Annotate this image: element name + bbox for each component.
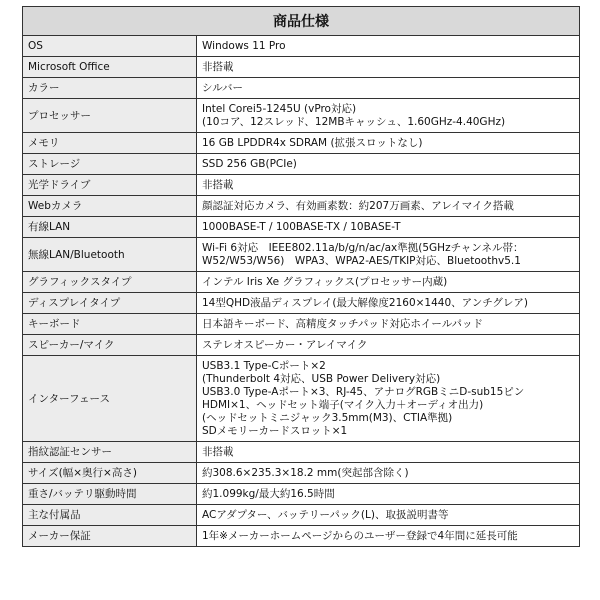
spec-table-body xyxy=(23,36,580,547)
spec-value-line: 非搭載 xyxy=(202,179,234,191)
spec-label: グラフィックスタイプ xyxy=(23,272,197,293)
table-row xyxy=(23,154,580,175)
spec-value xyxy=(197,133,580,154)
spec-value-line: 日本語キーボード、高精度タッチパッド対応ホイールパッド xyxy=(202,318,483,330)
spec-value xyxy=(197,175,580,196)
spec-value xyxy=(197,335,580,356)
spec-value xyxy=(197,442,580,463)
spec-value xyxy=(197,272,580,293)
spec-value xyxy=(197,505,580,526)
spec-value xyxy=(197,526,580,547)
spec-value xyxy=(197,36,580,57)
spec-value-line: W52/W53/W56) WPA3、WPA2-AES/TKIP対応、Bluetoothv5.1 xyxy=(202,255,521,267)
spec-value xyxy=(197,356,580,442)
spec-value-line: (Thunderbolt 4対応、USB Power Delivery対応) xyxy=(202,373,441,385)
spec-sheet xyxy=(22,6,580,547)
spec-value-line: 非搭載 xyxy=(202,446,234,458)
spec-value-line: ACアダプター、バッテリーパック(L)、取扱説明書等 xyxy=(202,509,449,521)
spec-label: ストレージ xyxy=(23,154,197,175)
spec-value-line: 約308.6×235.3×18.2 mm(突起部含除く) xyxy=(202,467,409,479)
spec-value-line: USB3.0 Type-Aポート×3、RJ-45、アナログRGBミニD-sub15ピン xyxy=(202,386,525,398)
spec-value xyxy=(197,238,580,272)
table-row xyxy=(23,442,580,463)
spec-value xyxy=(197,314,580,335)
spec-label: インターフェース xyxy=(23,356,197,442)
table-row xyxy=(23,133,580,154)
spec-value-line: 16 GB LPDDR4x SDRAM (拡張スロットなし) xyxy=(202,137,423,149)
spec-value-line: USB3.1 Type-Cポート×2 xyxy=(202,360,326,372)
spec-value-line: 約1.099kg/最大約16.5時間 xyxy=(202,488,335,500)
spec-label: Webカメラ xyxy=(23,196,197,217)
spec-value-line: 1000BASE-T / 100BASE-TX / 10BASE-T xyxy=(202,221,401,233)
spec-label: ディスプレイタイプ xyxy=(23,293,197,314)
spec-label: 重さ/バッテリ駆動時間 xyxy=(23,484,197,505)
table-row xyxy=(23,36,580,57)
spec-value xyxy=(197,154,580,175)
table-row xyxy=(23,217,580,238)
spec-value-line: シルバー xyxy=(202,82,244,94)
spec-label: 無線LAN/Bluetooth xyxy=(23,238,197,272)
table-row xyxy=(23,463,580,484)
table-row xyxy=(23,78,580,99)
spec-value xyxy=(197,217,580,238)
spec-label: 指紋認証センサー xyxy=(23,442,197,463)
spec-label: 有線LAN xyxy=(23,217,197,238)
table-row xyxy=(23,272,580,293)
spec-value-line: 顔認証対応カメラ、有効画素数：約207万画素、アレイマイク搭載 xyxy=(202,200,514,212)
table-row xyxy=(23,505,580,526)
table-row xyxy=(23,293,580,314)
table-row xyxy=(23,314,580,335)
spec-value-line: SSD 256 GB(PCIe) xyxy=(202,158,297,170)
spec-value xyxy=(197,196,580,217)
spec-label: 光学ドライブ xyxy=(23,175,197,196)
spec-label: メーカー保証 xyxy=(23,526,197,547)
spec-label: サイズ(幅×奥行×高さ) xyxy=(23,463,197,484)
spec-table xyxy=(22,6,580,547)
spec-label: キーボード xyxy=(23,314,197,335)
spec-value xyxy=(197,99,580,133)
spec-label: 主な付属品 xyxy=(23,505,197,526)
spec-value-line: HDMI×1、ヘッドセット端子(マイク入力＋オーディオ出力) xyxy=(202,399,484,411)
spec-value xyxy=(197,463,580,484)
spec-value-line: Intel Corei5-1245U (vPro対応) xyxy=(202,103,357,115)
spec-label: スピーカー/マイク xyxy=(23,335,197,356)
spec-value-line: (10コア、12スレッド、12MBキャッシュ、1.60GHz-4.40GHz) xyxy=(202,116,506,128)
spec-value-line: SDメモリーカードスロット×1 xyxy=(202,425,348,437)
spec-label: メモリ xyxy=(23,133,197,154)
table-row xyxy=(23,57,580,78)
spec-value-line: 非搭載 xyxy=(202,61,234,73)
spec-value xyxy=(197,484,580,505)
spec-label: Microsoft Office xyxy=(23,57,197,78)
spec-value xyxy=(197,78,580,99)
spec-label: カラー xyxy=(23,78,197,99)
spec-value xyxy=(197,57,580,78)
table-row xyxy=(23,526,580,547)
spec-value-line: インテル Iris Xe グラフィックス(プロセッサー内蔵) xyxy=(202,276,448,288)
spec-value-line: 1年※メーカーホームページからのユーザー登録で4年間に延長可能 xyxy=(202,530,518,542)
spec-value xyxy=(197,293,580,314)
table-header-row xyxy=(23,7,580,36)
spec-value-line: (ヘッドセットミニジャック3.5mm(M3)、CTIA準拠) xyxy=(202,412,453,424)
spec-value-line: Wi-Fi 6対応 IEEE802.11a/b/g/n/ac/ax準拠(5GHzチャンネル帯： xyxy=(202,242,524,254)
table-row xyxy=(23,356,580,442)
spec-value-line: 14型QHD液晶ディスプレイ(最大解像度2160×1440、アンチグレア) xyxy=(202,297,528,309)
table-row xyxy=(23,175,580,196)
spec-label: OS xyxy=(23,36,197,57)
spec-label: プロセッサー xyxy=(23,99,197,133)
spec-value-line: Windows 11 Pro xyxy=(202,40,286,52)
spec-value-line: ステレオスピーカー・アレイマイク xyxy=(202,339,368,351)
table-row xyxy=(23,99,580,133)
table-title: 商品仕様 xyxy=(23,7,580,36)
table-row xyxy=(23,484,580,505)
table-row xyxy=(23,238,580,272)
table-row xyxy=(23,196,580,217)
table-row xyxy=(23,335,580,356)
